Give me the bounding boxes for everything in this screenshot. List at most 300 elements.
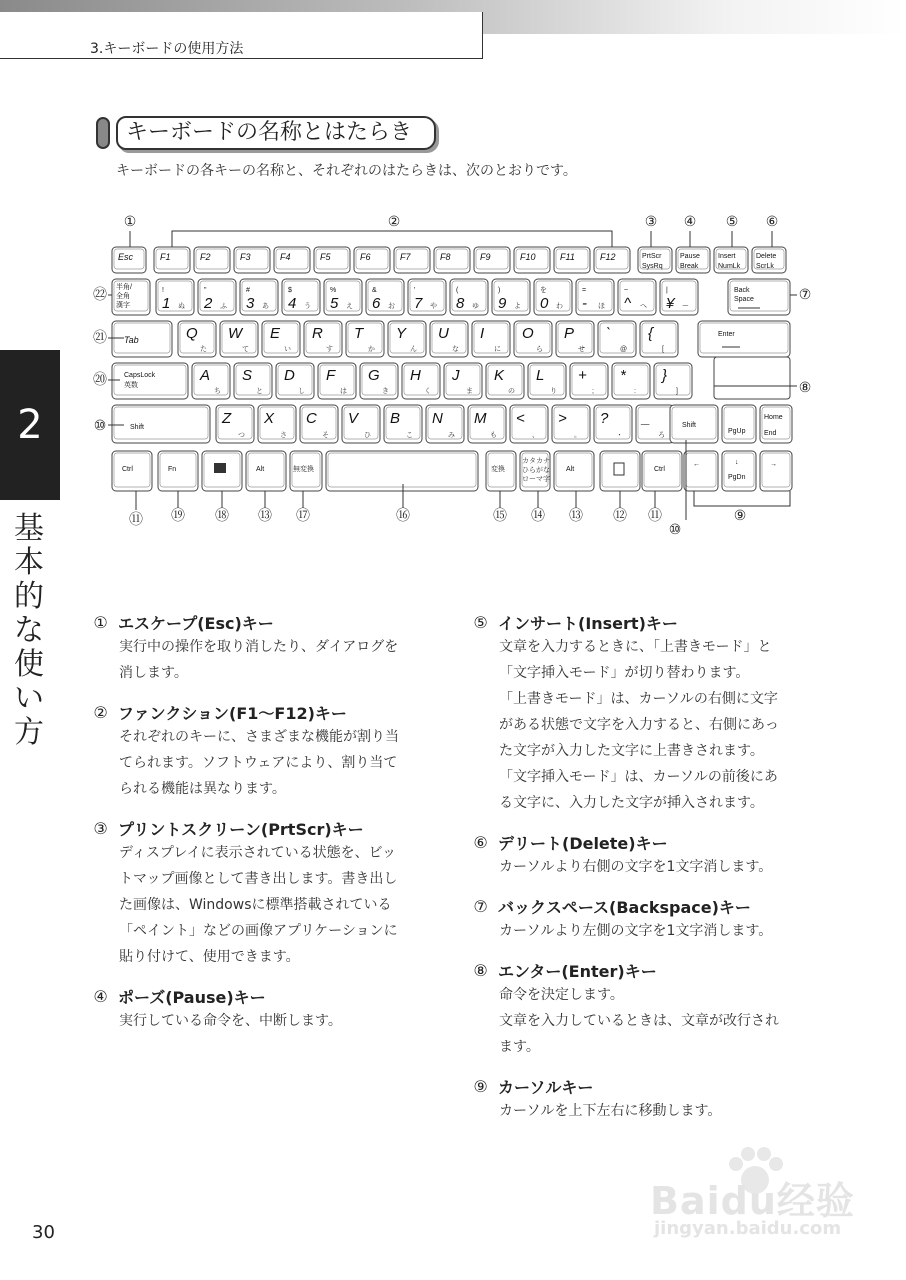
- letter-key: [216, 405, 254, 443]
- function-key: [194, 247, 230, 273]
- body-line: られる機能は異なります。: [119, 781, 286, 797]
- chapter-title-char: な: [14, 613, 44, 648]
- key-outer: [112, 405, 210, 443]
- number-key: [492, 279, 530, 315]
- key-label: 3: [246, 295, 255, 312]
- key-label: 無変換: [293, 466, 314, 473]
- key-label: |: [666, 287, 668, 294]
- right-ctrl-key: [642, 451, 682, 491]
- key-label: (: [456, 287, 459, 294]
- item-title-text: プリントスクリーン(PrtScr)キー: [118, 819, 364, 839]
- key-label: X: [264, 410, 275, 427]
- callout-number: ⑬: [569, 507, 583, 523]
- key-label: ろ: [658, 432, 665, 439]
- key-label: N: [432, 410, 443, 427]
- body-line: トマップ画像として書き出します。書き出し: [119, 871, 398, 887]
- right-alt-key: [554, 451, 594, 491]
- body-line: てられます。ソフトウェアにより、割り当て: [119, 755, 398, 771]
- number-key: [198, 279, 236, 315]
- key-label: う: [304, 303, 311, 310]
- letter-key: [402, 363, 440, 399]
- callout-number: ④: [683, 213, 697, 229]
- key-label: CapsLock: [124, 372, 156, 379]
- description-body: [119, 840, 432, 970]
- watermark: [640, 1150, 880, 1250]
- key-label: く: [424, 388, 431, 395]
- key-label: Fn: [168, 466, 177, 473]
- description-title: [92, 984, 432, 1008]
- key-label: Delete: [756, 253, 777, 260]
- function-key: [394, 247, 430, 273]
- hankaku-key: [112, 279, 150, 315]
- key-label: 2: [204, 295, 213, 312]
- key-label: %: [330, 287, 337, 294]
- key-label: し: [298, 388, 305, 395]
- chapter-title-char: 方: [14, 715, 44, 750]
- key-label: 英数: [124, 382, 138, 389]
- key-label: 、: [532, 432, 539, 439]
- key-label: G: [368, 367, 380, 384]
- key-label: F9: [480, 252, 491, 262]
- del-key: [752, 247, 786, 273]
- key-outer: [192, 363, 230, 399]
- body-line: ディスプレイに表示されている状態を、ビッ: [119, 845, 397, 861]
- number-key: [408, 279, 446, 315]
- key-label: の: [508, 388, 515, 395]
- left-alt-key: [246, 451, 286, 491]
- key-label: F1: [160, 252, 171, 262]
- function-key: [474, 247, 510, 273]
- key-label: ひ: [364, 432, 371, 439]
- number-key: [534, 279, 572, 315]
- key-outer: [760, 451, 792, 491]
- key-label: ー: [682, 303, 689, 310]
- key-label: W: [228, 325, 243, 342]
- key-label: Back: [734, 287, 750, 294]
- key-label: 5: [330, 295, 339, 312]
- key-label: F8: [440, 252, 451, 262]
- right-shift-key: [670, 405, 718, 443]
- description-item: [472, 958, 812, 1060]
- function-key: [234, 247, 270, 273]
- key-label: 4: [288, 295, 297, 312]
- description-title: [472, 830, 812, 854]
- key-label: ): [498, 287, 501, 294]
- key-outer: [760, 405, 792, 443]
- description-title: [92, 610, 432, 634]
- key-outer: [158, 451, 198, 491]
- body-line: カーソルより右側の文字を1文字消します。: [499, 859, 773, 875]
- fn-key: [158, 451, 198, 491]
- callout-number: ⑪: [129, 511, 143, 527]
- henkan-key: [486, 451, 516, 491]
- item-title-text: カーソルキー: [498, 1077, 594, 1097]
- keyboard-diagram: [0, 0, 906, 560]
- letter-key: [234, 363, 272, 399]
- key-label: ほ: [598, 303, 605, 310]
- key-label: NumLk: [718, 263, 741, 270]
- description-title: [472, 894, 812, 918]
- key-label: ち: [214, 388, 221, 395]
- key-label: さ: [280, 432, 287, 439]
- number-key: [576, 279, 614, 315]
- callout-number: ⑥: [765, 213, 779, 229]
- letter-key: [444, 363, 482, 399]
- number-key: [618, 279, 656, 315]
- callout-number: ⑨: [733, 507, 747, 523]
- key-label: か: [368, 346, 375, 353]
- letter-key: [654, 363, 692, 399]
- description-body: [499, 1098, 812, 1124]
- left-column: [92, 610, 432, 1048]
- key-label: ふ: [220, 303, 227, 310]
- function-key: [154, 247, 190, 273]
- key-label: 6: [372, 295, 381, 312]
- callout-number: ⑩: [93, 417, 107, 433]
- key-label: F12: [600, 252, 616, 262]
- letter-key: [570, 363, 608, 399]
- item-title-text: エンター(Enter)キー: [498, 961, 657, 981]
- key-label: =: [582, 287, 587, 294]
- key-label: L: [536, 367, 545, 384]
- chapter-title-char: い: [14, 681, 44, 716]
- key-label: F7: [400, 252, 411, 262]
- key-label: そ: [322, 432, 329, 439]
- right-column: [472, 610, 812, 1138]
- callout-number: ⑦: [798, 286, 812, 302]
- letter-key: [556, 321, 594, 357]
- body-line: 消します。: [119, 665, 188, 681]
- key-label: End: [764, 430, 777, 437]
- description-item: [92, 700, 432, 802]
- leader-line: [172, 231, 612, 247]
- letter-key: [192, 363, 230, 399]
- callout-number: ⑧: [798, 379, 812, 395]
- item-number: ⑤: [473, 612, 488, 632]
- description-body: [119, 724, 432, 802]
- key-label: PrtScr: [642, 253, 662, 260]
- key-label: Shift: [682, 422, 697, 429]
- item-title-text: インサート(Insert)キー: [498, 613, 678, 633]
- key-outer: [304, 321, 342, 357]
- key-label: >: [558, 410, 567, 427]
- key-label: }: [662, 367, 668, 384]
- key-outer: [346, 321, 384, 357]
- function-key: [554, 247, 590, 273]
- key-label: !: [162, 287, 164, 294]
- key-label: 変換: [491, 466, 505, 473]
- key-outer: [472, 321, 510, 357]
- description-item: [472, 830, 812, 880]
- callout-number: ⑯: [396, 507, 410, 523]
- key-label: ;: [592, 388, 594, 395]
- description-item: [92, 816, 432, 970]
- body-line: 「文字挿入モード」は、カーソルの前後にあ: [499, 769, 778, 785]
- body-line: 命令を決定します。: [499, 987, 624, 1003]
- key-label: {: [648, 325, 654, 342]
- key-outer: [444, 363, 482, 399]
- left-ctrl-key: [112, 451, 152, 491]
- key-label: F6: [360, 252, 371, 262]
- key-label: E: [270, 325, 281, 342]
- key-outer: [556, 321, 594, 357]
- key-outer: [640, 321, 678, 357]
- description-title: [472, 610, 812, 634]
- description-item: [472, 610, 812, 816]
- key-label: ~: [624, 287, 629, 294]
- body-line: 「文字挿入モード」が切り替わります。: [499, 665, 750, 681]
- key-outer: [318, 363, 356, 399]
- key-label: F: [326, 367, 336, 384]
- description-body: [499, 854, 812, 880]
- key-label: 7: [414, 295, 423, 312]
- key-label: `: [606, 325, 611, 342]
- key-label: 8: [456, 295, 465, 312]
- key-label: F2: [200, 252, 211, 262]
- chapter-title-char: 的: [14, 579, 44, 614]
- number-key: [660, 279, 698, 315]
- key-label: H: [410, 367, 421, 384]
- key-label: Ctrl: [122, 466, 133, 473]
- enter-key-top: [698, 321, 790, 357]
- key-label: F11: [560, 252, 575, 262]
- key-label: ': [414, 287, 416, 294]
- left-shift-key: [112, 405, 210, 443]
- item-title-text: エスケープ(Esc)キー: [118, 613, 274, 633]
- number-key: [324, 279, 362, 315]
- key-label: Space: [734, 296, 754, 303]
- key-label: F5: [320, 252, 331, 262]
- menu-key: [600, 451, 640, 491]
- item-title-text: ポーズ(Pause)キー: [118, 987, 266, 1007]
- body-line: ます。: [499, 1039, 540, 1055]
- key-label: Break: [680, 263, 699, 270]
- key-label: み: [448, 432, 455, 439]
- key-outer: [612, 363, 650, 399]
- key-label: S: [242, 367, 253, 384]
- prt-key: [638, 247, 672, 273]
- down-arrow-key: [722, 451, 756, 491]
- function-key: [314, 247, 350, 273]
- key-outer: [430, 321, 468, 357]
- key-label: @: [620, 346, 628, 353]
- item-number: ④: [93, 986, 108, 1006]
- body-line: カーソルより左側の文字を1文字消します。: [499, 923, 773, 939]
- key-label: す: [326, 346, 333, 353]
- key-label: ぬ: [178, 303, 185, 310]
- key-outer: [600, 451, 640, 491]
- key-outer: [570, 363, 608, 399]
- key-label: O: [522, 325, 534, 342]
- description-item: [472, 1074, 812, 1124]
- key-label: こ: [406, 432, 413, 439]
- kana-key: [520, 451, 550, 491]
- key-label: :: [634, 388, 636, 395]
- item-title-text: バックスペース(Backspace)キー: [498, 897, 751, 917]
- key-label: つ: [238, 432, 245, 439]
- letter-key: [220, 321, 258, 357]
- function-key: [354, 247, 390, 273]
- key-label: P: [564, 325, 575, 342]
- key-label: を: [540, 287, 547, 294]
- leader-line: [694, 491, 790, 506]
- callout-number: ⑭: [531, 507, 545, 523]
- callout-number: ⑩: [668, 521, 682, 537]
- letter-key: [510, 405, 548, 443]
- letter-key: [178, 321, 216, 357]
- key-label: Insert: [718, 253, 736, 260]
- body-line: 実行中の操作を取り消したり、ダイアログを: [119, 639, 399, 655]
- function-key: [434, 247, 470, 273]
- description-item: [92, 984, 432, 1034]
- description-body: [119, 634, 432, 686]
- watermark-sub: jingyan.baidu.com: [654, 1218, 842, 1239]
- key-outer: [698, 321, 790, 357]
- key-label: Alt: [566, 466, 575, 473]
- key-label: な: [452, 346, 459, 353]
- letter-key: [636, 405, 674, 443]
- key-label: $: [288, 287, 292, 294]
- key-label: 。: [574, 432, 581, 439]
- key-label: U: [438, 325, 449, 342]
- chapter-title-char: 基: [14, 511, 44, 546]
- key-label: J: [452, 367, 460, 384]
- key-label: ・: [616, 432, 623, 439]
- key-label: や: [430, 303, 437, 310]
- key-label: 9: [498, 295, 507, 312]
- body-line: 貼り付けて、使用できます。: [119, 949, 300, 965]
- key-label: D: [284, 367, 295, 384]
- function-key: [514, 247, 550, 273]
- letter-key: [388, 321, 426, 357]
- key-label: は: [340, 388, 347, 395]
- letter-key: [430, 321, 468, 357]
- body-line: 「上書きモード」は、カーソルの右側に文字: [499, 691, 778, 707]
- callout-number: ⑱: [215, 507, 229, 523]
- description-item: [472, 894, 812, 944]
- letter-key: [528, 363, 566, 399]
- function-key: [274, 247, 310, 273]
- body-line: 文章を入力するときに、「上書きモード」と: [499, 639, 772, 655]
- key-label: と: [256, 388, 263, 395]
- key-label: 1: [162, 295, 171, 312]
- key-outer: [388, 321, 426, 357]
- callout-number: ㉒: [93, 286, 107, 302]
- body-line: る文字に、入力した文字が挿入されます。: [499, 795, 764, 811]
- key-label: ゆ: [472, 303, 479, 310]
- item-title-text: ファンクション(F1～F12)キー: [118, 703, 347, 723]
- key-label: F4: [280, 252, 291, 262]
- number-key: [450, 279, 488, 315]
- key-label: _: [642, 410, 651, 427]
- letter-key: [598, 321, 636, 357]
- key-outer: [722, 405, 756, 443]
- body-line: 「ペイント」などの画像アプリケーションに: [119, 923, 398, 939]
- key-label: →: [770, 461, 777, 468]
- key-outer: [276, 363, 314, 399]
- letter-key: [342, 405, 380, 443]
- key-label: Home: [764, 414, 783, 421]
- key-label: B: [390, 410, 401, 427]
- letter-key: [426, 405, 464, 443]
- callout-number: ②: [387, 213, 401, 229]
- callout-number: ⑲: [171, 507, 185, 523]
- letter-key: [384, 405, 422, 443]
- key-label: Shift: [130, 424, 145, 431]
- body-line: がある状態で文字を入力すると、右側にあっ: [499, 717, 779, 733]
- key-label: Esc: [118, 252, 134, 262]
- key-label: C: [306, 410, 317, 427]
- key-label: ]: [676, 388, 678, 395]
- callout-number: ㉑: [93, 329, 107, 345]
- space-key: [326, 451, 478, 491]
- number-key: [240, 279, 278, 315]
- number-key: [156, 279, 194, 315]
- key-label: PgUp: [728, 428, 746, 435]
- key-label: て: [242, 346, 249, 353]
- key-label: F3: [240, 252, 251, 262]
- key-label: あ: [262, 303, 269, 310]
- letter-key: [552, 405, 590, 443]
- chapter-label: 3.キーボードの使用方法: [90, 41, 244, 57]
- key-label: K: [494, 367, 505, 384]
- key-label: +: [578, 367, 587, 384]
- key-label: わ: [556, 303, 563, 310]
- key-label: ScrLk: [756, 263, 774, 270]
- key-label: Enter: [718, 331, 735, 338]
- key-label: &: [372, 287, 377, 294]
- description-title: [472, 1074, 812, 1098]
- body-line: それぞれのキーに、さまざまな機能が割り当: [119, 729, 399, 745]
- description-body: [499, 634, 812, 816]
- item-number: ②: [93, 702, 108, 722]
- letter-key: [304, 321, 342, 357]
- key-label: ひらがな: [522, 467, 550, 474]
- key-label: 半角/: [116, 284, 132, 291]
- key-label: Pause: [680, 253, 700, 260]
- key-outer: [262, 321, 300, 357]
- letter-key: [318, 363, 356, 399]
- section-intro: キーボードの各キーの名称と、それぞれのはたらきは、次のとおりです。: [116, 163, 577, 179]
- letter-key: [640, 321, 678, 357]
- key-label: ↓: [735, 459, 739, 466]
- body-line: 文章を入力しているときは、文章が改行され: [499, 1013, 779, 1029]
- pgup-key: [722, 405, 756, 443]
- key-label: ^: [624, 295, 632, 312]
- callout-number: ⑪: [648, 507, 662, 523]
- letter-key: [612, 363, 650, 399]
- esc-key: [112, 247, 146, 273]
- ins-key: [714, 247, 748, 273]
- letter-key: [360, 363, 398, 399]
- key-label: ←: [693, 461, 700, 468]
- key-label: り: [550, 388, 557, 395]
- key-label: ま: [466, 388, 473, 395]
- key-label: V: [348, 410, 359, 427]
- tab-key: [112, 321, 172, 357]
- callout-number: ⑮: [493, 507, 507, 523]
- muhenkan-key: [290, 451, 322, 491]
- letter-key: [468, 405, 506, 443]
- key-label: Ctrl: [654, 466, 665, 473]
- key-label: Y: [396, 325, 407, 342]
- letter-key: [346, 321, 384, 357]
- function-key: [594, 247, 630, 273]
- letter-key: [514, 321, 552, 357]
- capslock-key: [112, 363, 188, 399]
- body-line: た文字が入力した文字に上書きされます。: [499, 743, 764, 759]
- key-label: せ: [578, 346, 585, 353]
